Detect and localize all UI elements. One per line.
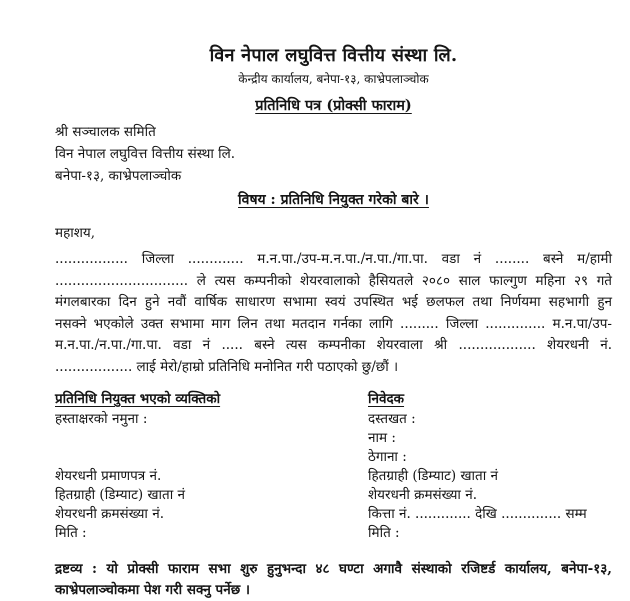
appointee-demat-account-no-label: हितग्राही (डिम्याट) खाता नं	[55, 487, 186, 503]
body-line: नसक्ने भएकोले उक्त सभामा माग लिन तथा मतदान गर्नका लागि ......... जिल्ला .............. म.न.पा/उप-	[55, 315, 612, 332]
applicant-name-label: नाम :	[368, 430, 396, 446]
addressee-line-address: बनेपा-१३, काभ्रेपलाञ्चोक	[55, 168, 182, 184]
appointee-shareholder-serial-no-label: शेयरधनी क्रमसंख्या नं.	[55, 506, 164, 522]
signature-columns	[55, 389, 612, 543]
body-paragraph	[55, 249, 612, 378]
addressee-line-company: विन नेपाल लघुवित्त वित्तीय संस्था लि.	[55, 146, 236, 162]
body-line: ................. जिल्ला ............. म.न.पा./उप-म.न.पा./न.पा./गा.पा. वडा नं ........ बस्ने म/हामी	[55, 251, 612, 267]
footnote-line: काभ्रेपलाञ्चोकमा पेश गरी सक्नु पर्नेछ ।	[55, 582, 250, 598]
footnote	[55, 559, 612, 601]
applicant-address-label: ठेगाना :	[368, 449, 407, 465]
company-name: विन नेपाल लघुवित्त वित्तीय संस्था लि.	[209, 45, 458, 66]
applicant-heading: निवेदक	[368, 391, 405, 407]
appointee-heading: प्रतिनिधि नियुक्त भएको व्यक्तिको	[55, 391, 221, 407]
body-line: म.न.पा./न.पा./गा.पा. वडा नं ..... बस्ने त्यस कम्पनीका शेयरवाला श्री .................. शेयरधनी नं.	[55, 337, 612, 353]
applicant-date-label: मिति :	[368, 525, 400, 541]
appointee-blank-line	[55, 429, 368, 448]
applicant-kitta-range-label: कित्ता नं. ............. देखि .............. सम्म	[368, 506, 587, 522]
applicant-shareholder-serial-no-label: शेयरधनी क्रमसंख्या नं.	[368, 487, 477, 503]
addressee-line-committee: श्री सञ्चालक समिति	[55, 124, 156, 140]
body-line: ............................... ले त्यस कम्पनीको शेयरवालाको हैसियतले २०८० साल फाल्गुण महिना २९ गते	[55, 272, 612, 289]
salutation: महाशय,	[55, 225, 96, 241]
addressee-block	[55, 121, 612, 187]
footnote-line: द्रष्टव्य : यो प्रोक्सी फाराम सभा शुरु हुनुभन्दा ४८ घण्टा अगावै संस्थाको रजिष्टर्ड कार्यालय, बनेपा-१३,	[55, 561, 612, 577]
office-address: केन्द्रीय कार्यालय, बनेपा-१३, काभ्रेपलाञ्चोक	[238, 72, 429, 86]
form-heading-text: प्रतिनिधि पत्र (प्रोक्सी फाराम)	[255, 97, 412, 114]
appointee-section	[55, 389, 368, 543]
applicant-signature-label: दस्तखत :	[368, 411, 416, 427]
appointee-share-certificate-no-label: शेयरधनी प्रमाणपत्र नं.	[55, 468, 162, 484]
body-line: .................. लाई मेरो/हाम्रो प्रतिनिधि मनोनित गरी पठाएको छु/छौं ।	[55, 358, 399, 375]
appointee-date-label: मिति :	[55, 525, 87, 541]
applicant-section	[368, 389, 612, 543]
subject-line	[55, 190, 612, 209]
applicant-demat-account-no-label: हितग्राही (डिम्याट) खाता नं	[368, 468, 499, 484]
appointee-blank-line	[55, 448, 368, 467]
subject-text: विषय : प्रतिनिधि नियुक्त गरेको बारे ।	[238, 192, 429, 208]
form-heading	[55, 95, 612, 115]
body-line: मंगलबारका दिन हुने नवौं वार्षिक साधारण सभामा स्वयं उपस्थित भई छलफल तथा निर्णयमा सहभागी हुन	[55, 294, 612, 310]
appointee-signature-sample-label: हस्ताक्षरको नमुना :	[55, 411, 148, 427]
